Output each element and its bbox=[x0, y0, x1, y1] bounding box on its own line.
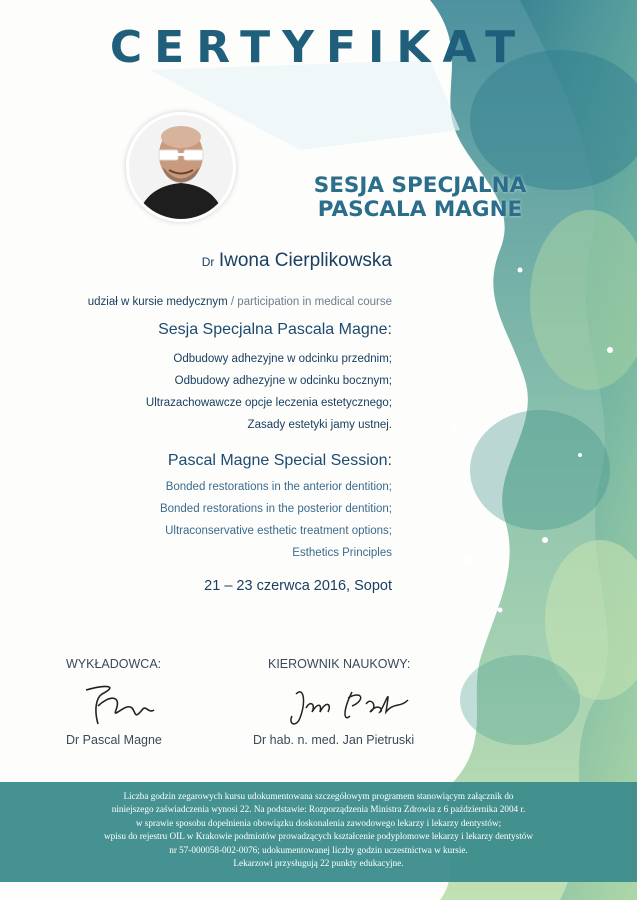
recipient-prefix: Dr bbox=[201, 255, 215, 269]
en-topic-item: Ultraconservative esthetic treatment options; bbox=[165, 525, 392, 537]
footer-line: Liczba godzin zegarowych kursu udokumentowana szczegółowym programem stanowiącym załącznik do bbox=[123, 791, 514, 801]
en-course-heading: Pascal Magne Special Session: bbox=[167, 452, 392, 469]
pl-topic-list bbox=[146, 348, 392, 436]
en-topic-item: Bonded restorations in the posterior dentition; bbox=[159, 503, 392, 515]
scientific-director-name: Dr hab. n. med. Jan Pietruski bbox=[253, 733, 415, 747]
course-en-label: participation in medical course bbox=[237, 296, 392, 308]
footer-line: nr 57-000058-002-0076; udokumentowanej liczby godzin uczestnictwa w kursie. bbox=[169, 844, 468, 855]
footer-line: niniejszego zaświadczenia wynosi 22. Na podstawie: Rozporządzenia Ministra Zdrowia z 6 października 2004 r. bbox=[111, 804, 526, 815]
recipient bbox=[202, 250, 392, 272]
pl-topic-item: Odbudowy adhezyjne w odcinku przednim; bbox=[173, 353, 392, 365]
pl-course-heading: Sesja Specjalna Pascala Magne: bbox=[158, 321, 392, 338]
scientific-director-label: KIEROWNIK NAUKOWY: bbox=[268, 657, 411, 671]
pl-topic-item: Ultrazachowawcze opcje leczenia estetycznego; bbox=[145, 397, 392, 409]
scientific-director-signature bbox=[282, 682, 412, 732]
en-topic-item: Bonded restorations in the anterior dentition; bbox=[165, 481, 392, 493]
footer-line: Lekarzowi przysługują 22 punkty edukacyjne. bbox=[233, 858, 404, 869]
footer-legal-text bbox=[20, 790, 617, 870]
course-separator: / bbox=[230, 296, 235, 308]
dates-location: 21 – 23 czerwca 2016, Sopot bbox=[204, 578, 392, 594]
lecturer-label: WYKŁADOWCA: bbox=[66, 657, 162, 671]
course-type-line bbox=[88, 296, 392, 308]
recipient-name: Iwona Cierplikowska bbox=[218, 250, 392, 271]
footer-line: wpisu do rejestru OIL w Krakowie podmiotów prowadzących kształcenie podyplomowe lekarzy i lekarzy dentystów bbox=[103, 831, 534, 842]
en-topic-list bbox=[160, 476, 392, 564]
lecturer-photo bbox=[126, 112, 236, 222]
session-title-line-1: SESJA SPECJALNA bbox=[313, 173, 527, 198]
lecturer-signature bbox=[78, 680, 158, 730]
session-title-line-2: PASCALA MAGNE bbox=[317, 197, 523, 222]
pl-topic-item: Odbudowy adhezyjne w odcinku bocznym; bbox=[174, 375, 392, 387]
session-title bbox=[255, 174, 585, 222]
course-pl-label: udział w kursie medycznym bbox=[87, 296, 228, 308]
pl-topic-item: Zasady estetyki jamy ustnej. bbox=[247, 419, 392, 431]
lecturer-name: Dr Pascal Magne bbox=[66, 733, 162, 747]
certificate-title: CERTYFIKAT bbox=[109, 22, 528, 73]
footer-line: w sprawie sposobu dopełnienia obowiązku doskonalenia zawodowego lekarzy i lekarzy dentystów; bbox=[135, 817, 502, 828]
en-topic-item: Esthetics Principles bbox=[292, 547, 392, 559]
